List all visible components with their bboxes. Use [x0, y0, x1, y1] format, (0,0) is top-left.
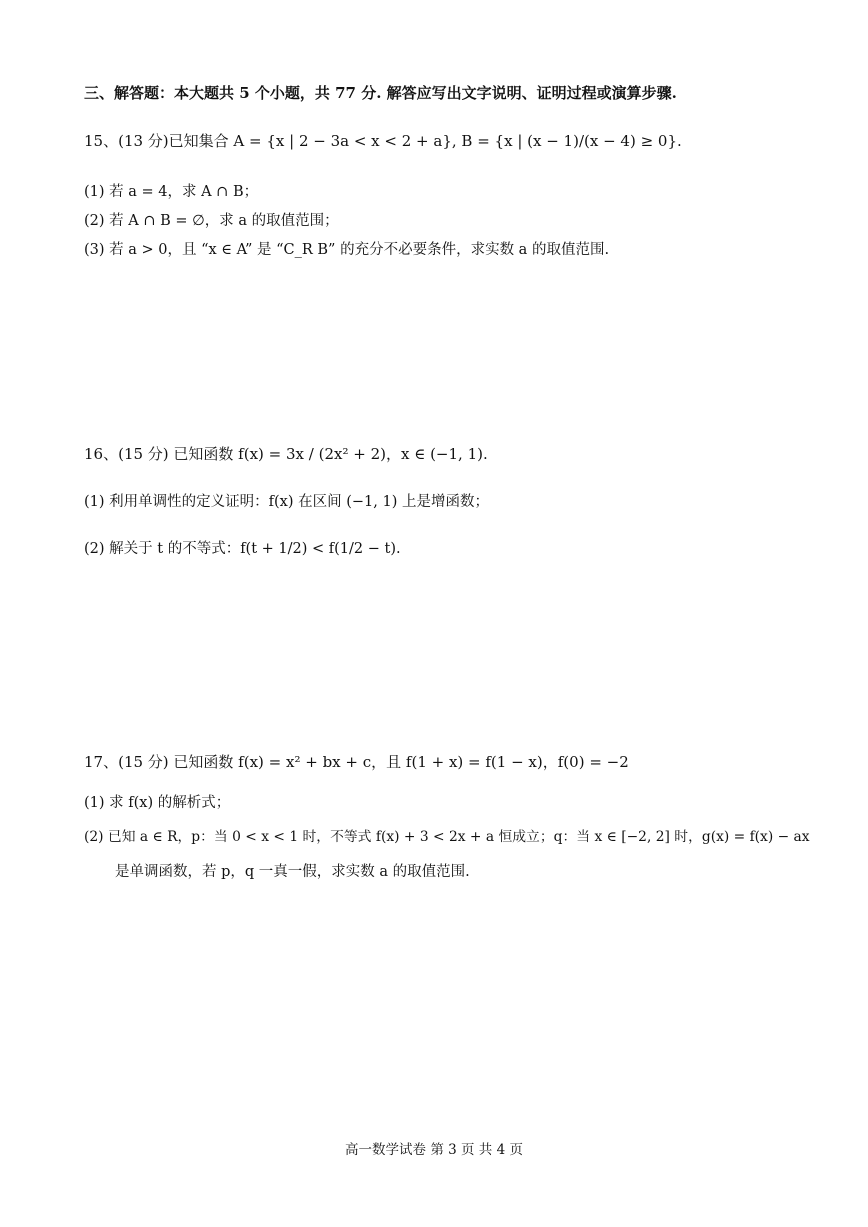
page-footer: 高一数学试卷 第 3 页 共 4 页	[345, 1142, 523, 1158]
question-16-part-2: (2) 解关于 t 的不等式：f(t + 1/2) < f(1/2 − t).	[84, 541, 401, 557]
question-15-part-3: (3) 若 a > 0，且 “x ∈ A” 是 “C_R B” 的充分不必要条件，求实数 a 的取值范围.	[84, 242, 610, 258]
question-16-stem: 16、(15 分) 已知函数 f(x) = 3x / (2x² + 2)，x ∈ (−1, 1).	[84, 445, 488, 463]
question-15-part-1: (1) 若 a = 4，求 A ∩ B；	[84, 184, 259, 200]
question-16-part-1: (1) 利用单调性的定义证明：f(x) 在区间 (−1, 1) 上是增函数；	[84, 494, 489, 510]
section-title: 三、解答题：本大题共 5 个小题，共 77 分. 解答应写出文字说明、证明过程或演算步骤.	[84, 84, 677, 102]
question-15-stem: 15、(13 分)已知集合 A = {x | 2 − 3a < x < 2 + a}, B = {x | (x − 1)/(x − 4) ≥ 0}.	[84, 132, 682, 150]
question-17-stem: 17、(15 分) 已知函数 f(x) = x² + bx + c，且 f(1 + x) = f(1 − x)，f(0) = −2	[84, 753, 629, 771]
question-17-part-2: (2) 已知 a ∈ R，p：当 0 < x < 1 时，不等式 f(x) + 3 < 2x + a 恒成立；q：当 x ∈ [−2, 2] 时，g(x) = f(x) − ax	[84, 829, 810, 845]
question-17-part-2-continued: 是单调函数，若 p，q 一真一假，求实数 a 的取值范围.	[115, 864, 470, 880]
question-17-part-1: (1) 求 f(x) 的解析式；	[84, 795, 231, 811]
question-15-part-2: (2) 若 A ∩ B = ∅，求 a 的取值范围；	[84, 213, 339, 229]
